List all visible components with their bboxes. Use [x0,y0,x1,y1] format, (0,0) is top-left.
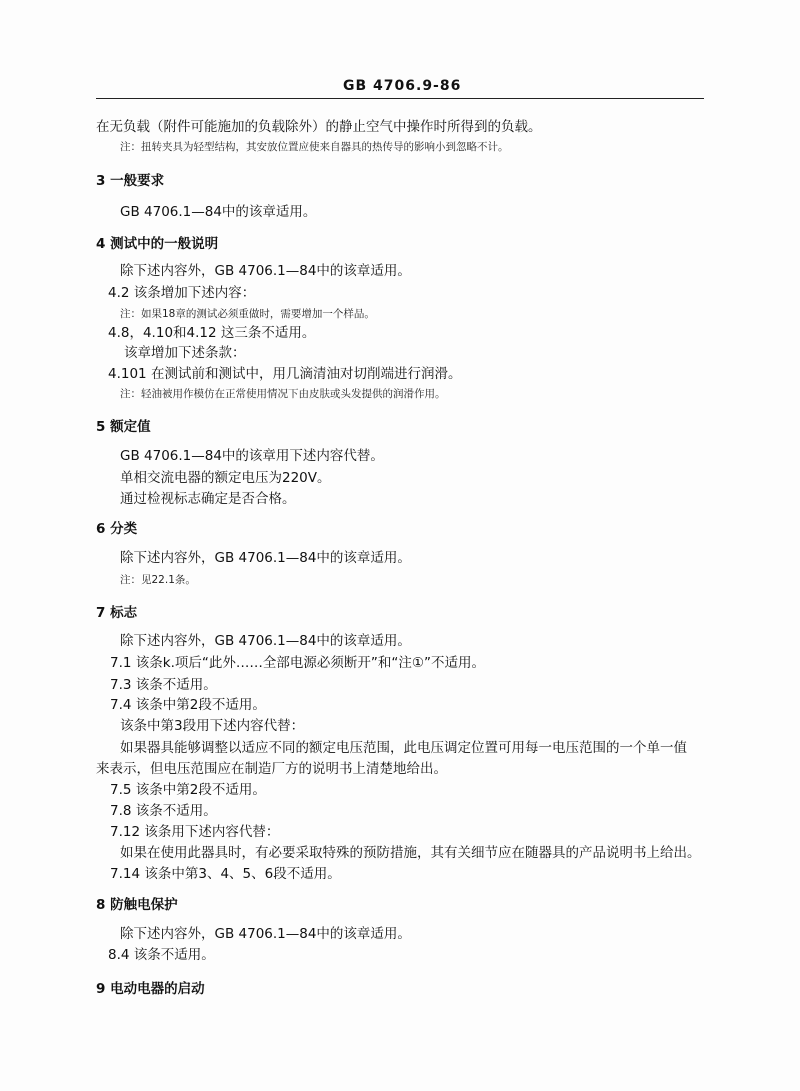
body-line: GB 4706.1—84中的该章用下述内容代替。 [120,448,384,464]
body-line: 该章增加下述条款： [124,345,246,361]
clause-line: 4.8，4.10和4.12 这三条不适用。 [108,325,316,341]
note-line: 注：见22.1条。 [120,574,196,586]
clause-line: 7.12 该条用下述内容代替： [110,824,280,840]
clause-line: 7.3 该条不适用。 [110,677,217,693]
body-line: 除下述内容外，GB 4706.1—84中的该章适用。 [120,926,411,942]
section-heading: 5 额定值 [96,419,151,435]
section-heading: 6 分类 [96,521,138,537]
page-header: GB 4706.9-86 [343,78,462,94]
body-line: 来表示，但电压范围应在制造厂方的说明书上清楚地给出。 [96,761,447,777]
body-line: 如果在使用此器具时，有必要采取特殊的预防措施，其有关细节应在随器具的产品说明书上给出。 [120,845,701,861]
clause-line: 8.4 该条不适用。 [108,947,215,963]
clause-line: 7.1 该条k.项后“此外……全部电源必须断开”和“注①”不适用。 [110,655,485,671]
section-heading: 8 防触电保护 [96,897,178,913]
note-line: 注：如果18章的测试必须重做时，需要增加一个样品。 [120,308,375,320]
body-line: 如果器具能够调整以适应不同的额定电压范围，此电压调定位置可用每一电压范围的一个单一值 [120,740,687,756]
clause-line: 7.14 该条中第3、4、5、6段不适用。 [110,866,341,882]
clause-line: 4.2 该条增加下述内容： [108,285,256,301]
note-line: 注：轻油被用作模仿在正常使用情况下由皮肤或头发提供的润滑作用。 [120,388,446,400]
body-line: 除下述内容外，GB 4706.1—84中的该章适用。 [120,550,411,566]
note-line: 注：扭转夹具为轻型结构，其安放位置应使来自器具的热传导的影响小到忽略不计。 [120,141,509,153]
body-line: 除下述内容外，GB 4706.1—84中的该章适用。 [120,633,411,649]
body-line: 通过检视标志确定是否合格。 [120,491,296,507]
section-heading: 3 一般要求 [96,173,165,189]
section-heading: 4 测试中的一般说明 [96,236,219,252]
section-heading: 7 标志 [96,605,138,621]
section-heading: 9 电动电器的启动 [96,981,205,997]
body-line: GB 4706.1—84中的该章适用。 [120,204,317,220]
clause-line: 7.4 该条中第2段不适用。 [110,697,266,713]
body-line: 在无负载（附件可能施加的负载除外）的静止空气中操作时所得到的负载。 [96,119,542,135]
body-line: 单相交流电器的额定电压为220V。 [120,470,331,486]
body-line: 该条中第3段用下述内容代替： [120,718,305,734]
clause-line: 4.101 在测试前和测试中，用几滴清油对切削端进行润滑。 [108,366,462,382]
header-rule [96,98,704,99]
body-line: 除下述内容外，GB 4706.1—84中的该章适用。 [120,263,411,279]
clause-line: 7.5 该条中第2段不适用。 [110,782,266,798]
clause-line: 7.8 该条不适用。 [110,803,217,819]
